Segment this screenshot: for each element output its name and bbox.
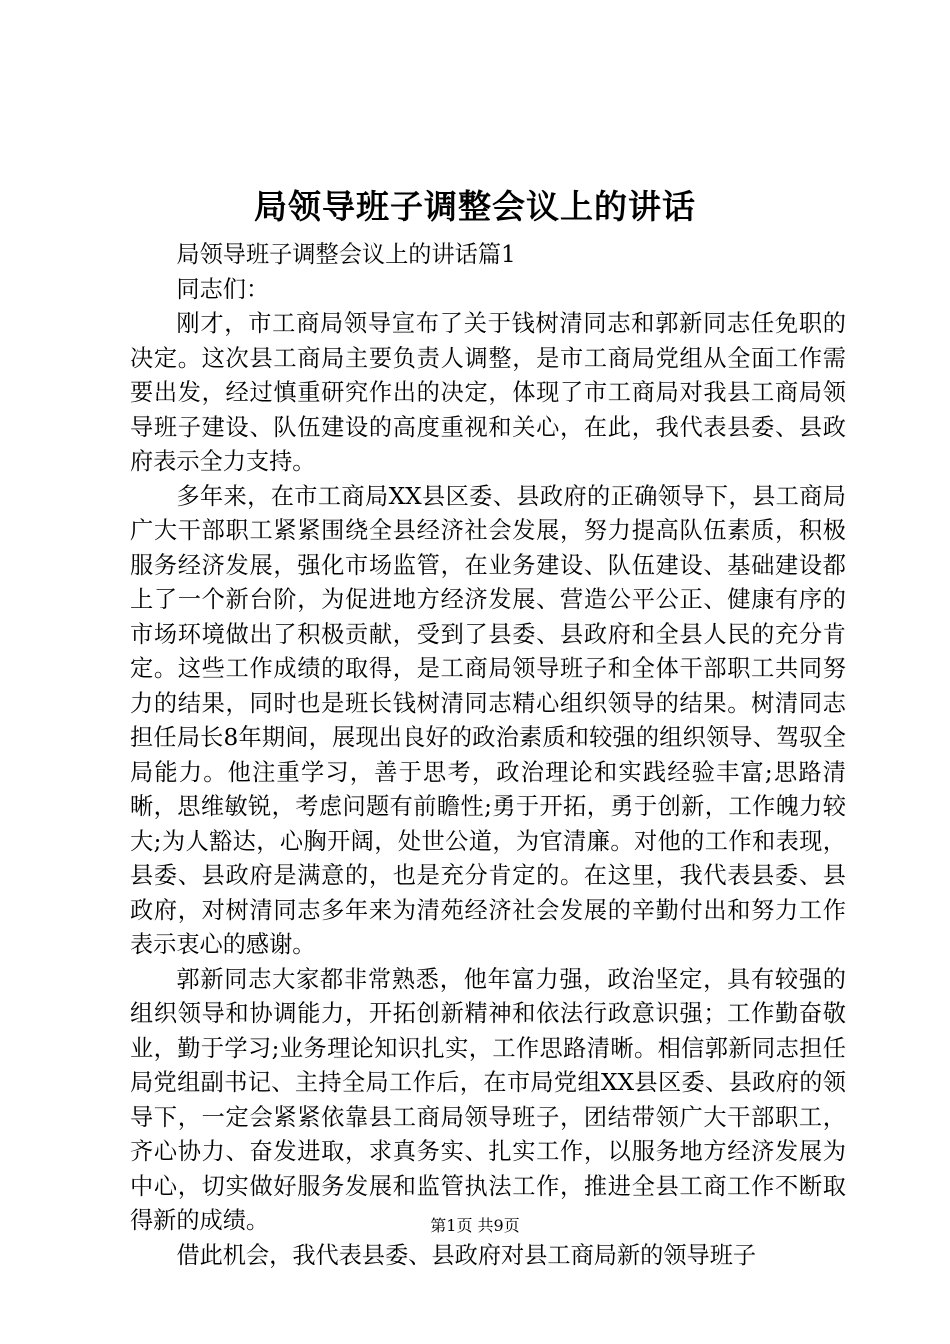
document-body	[130, 238, 846, 1273]
salutation: 同志们：	[176, 275, 270, 303]
page-footer: 第1页 共9页	[430, 1216, 520, 1235]
paragraph-4: 借此机会，我代表县委、县政府对县工商局新的领导班子	[176, 1241, 757, 1269]
paragraph-2: 多年来，在市工商局XX县区委、县政府的正确领导下，县工商局广大干部职工紧紧围绕全县经济社会发展，努力提高队伍素质，积极服务经济发展，强化市场监管，在业务建设、队伍建设、基础建设都上了一个新台阶，为促进地方经济发展、营造公平公正、健康有序的市场环境做出了积极贡献，受到了县委、县政府和全县人民的充分肯定。这些工作成绩的取得，是工商局领导班子和全体干部职工共同努力的结果，同时也是班长钱树清同志精心组织领导的结果。树清同志担任局长8年期间，展现出良好的政治素质和较强的组织领导、驾驭全局能力。他注重学习，善于思考，政治理论和实践经验丰富;思路清晰，思维敏锐，考虑问题有前瞻性;勇于开拓，勇于创新，工作魄力较大;为人豁达，心胸开阔，处世公道，为官清廉。对他的工作和表现，县委、县政府是满意的，也是充分肯定的。在这里，我代表县委、县政府，对树清同志多年来为清苑经济社会发展的辛勤付出和努力工作表示衷心的感谢。	[130, 482, 846, 958]
section-subtitle: 局领导班子调整会议上的讲话篇1	[176, 241, 516, 268]
paragraph-1: 刚才，市工商局领导宣布了关于钱树清同志和郭新同志任免职的决定。这次县工商局主要负责人调整，是市工商局党组从全面工作需要出发，经过慎重研究作出的决定，体现了市工商局对我县工商局领导班子建设、队伍建设的高度重视和关心，在此，我代表县委、县政府表示全力支持。	[130, 310, 846, 475]
document-title: 局领导班子调整会议上的讲话	[254, 187, 696, 226]
paragraph-3: 郭新同志大家都非常熟悉，他年富力强，政治坚定，具有较强的组织领导和协调能力，开拓创新精神和依法行政意识强；工作勤奋敬业，勤于学习;业务理论知识扎实，工作思路清晰。相信郭新同志担任局党组副书记、主持全局工作后，在市局党组XX县区委、县政府的领导下，一定会紧紧依靠县工商局领导班子，团结带领广大干部职工，齐心协力、奋发进取，求真务实、扎实工作，以服务地方经济发展为中心，切实做好服务发展和监管执法工作，推进全县工商工作不断取得新的成绩。	[130, 965, 846, 1234]
